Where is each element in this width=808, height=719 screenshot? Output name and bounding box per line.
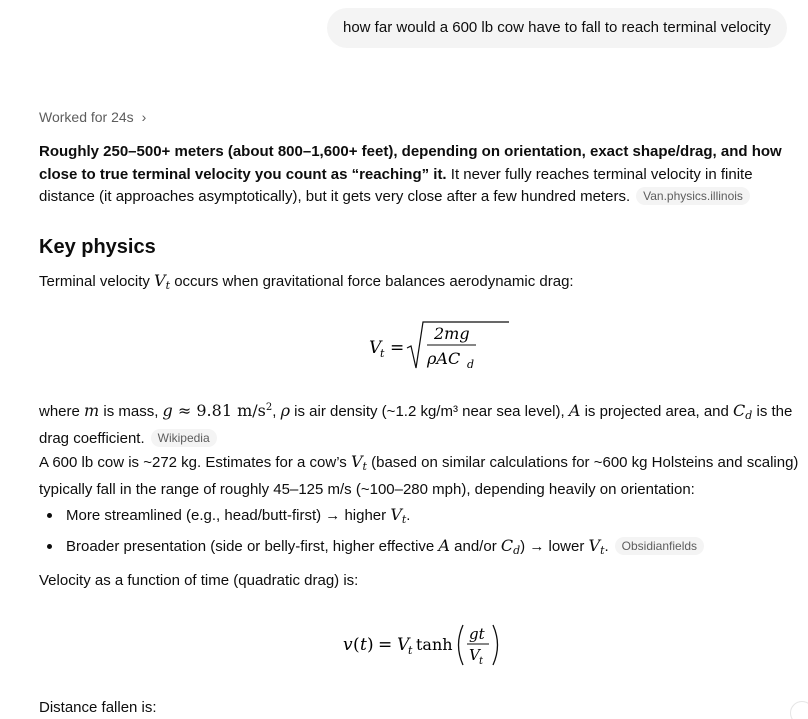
math-m: m [84, 401, 100, 420]
math-rho: ρ [280, 401, 290, 420]
distance-paragraph: Distance fallen is: [39, 699, 157, 716]
terminal-velocity-intro [39, 270, 801, 298]
where-t6: is the drag coefficient. [39, 403, 793, 447]
where-t5: is projected area, and [580, 403, 734, 420]
math-a-2: A [438, 536, 450, 555]
bullet-1-text: More streamlined (e.g., head/butt-first) → higher [66, 507, 391, 524]
where-t1: where [39, 403, 85, 420]
svg-text:gt: gt [469, 625, 485, 643]
svg-text:t: t [408, 644, 413, 657]
math-g: g [162, 401, 173, 420]
velocity-paragraph: Velocity as a function of time (quadratic drag) is: [39, 572, 359, 589]
math-cd-2: $C_d$ [500, 536, 521, 557]
svg-text:t: t [380, 347, 385, 360]
user-message-text: how far would a 600 lb cow have to fall to reach terminal velocity [343, 19, 771, 36]
section-heading: Key physics [39, 236, 156, 258]
svg-text:=: = [390, 338, 405, 358]
svg-text:t: t [360, 635, 367, 655]
svg-text:2mg: 2mg [434, 324, 470, 343]
bullet-2-text-b: and/or [449, 538, 501, 555]
svg-text:tanh: tanh [416, 635, 453, 654]
where-t3: , [272, 403, 281, 420]
intro-paragraph [39, 141, 801, 209]
svg-text:d: d [467, 358, 475, 371]
citation-van-physics[interactable]: Van.physics.illinois [636, 187, 750, 205]
cow-post: (based on similar calculations for ~600 kg Holsteins and scaling) typically fall in the range of roughly 45–125 m/s (~100–280 mph), depending heavily on orientation: [39, 454, 799, 498]
svg-text:): ) [367, 635, 374, 655]
math-approx: ≈ 9.81 m/s [172, 401, 266, 420]
worked-for-label: Worked for 24s [39, 109, 134, 125]
velocity-equation [339, 620, 509, 670]
svg-text:V: V [397, 635, 410, 655]
scroll-to-bottom-button[interactable] [790, 701, 808, 719]
svg-text:t: t [479, 656, 484, 667]
svg-text:v: v [343, 635, 353, 655]
orientation-list [39, 504, 801, 566]
where-t2: is mass, [99, 403, 163, 420]
where-paragraph [39, 397, 801, 450]
math-vt-4: $V_t$ [588, 536, 605, 557]
bullet-2-text-a: Broader presentation (side or belly-first, higher effective [66, 538, 439, 555]
list-item: Broader presentation (side or belly-first, higher effective A and/or $C_d$) → lower $V_t$. Obsidianfields [39, 535, 801, 566]
user-message-bubble [327, 8, 787, 48]
bullet-2-text-c: ) → lower [520, 538, 589, 555]
cow-pre: A 600 lb cow is ~272 kg. Estimates for a cow’s [39, 454, 351, 471]
svg-text:=: = [378, 635, 393, 655]
terminal-velocity-equation [359, 318, 509, 374]
terminal-intro-pre: Terminal velocity [39, 273, 155, 290]
svg-text:V: V [369, 338, 382, 358]
intro-bold: Roughly 250–500+ meters (about 800–1,600+ feet), depending on orientation, exact shape/drag, and how close to true terminal velocity you count as “reaching” it. [39, 143, 782, 183]
math-vt: $V_t$ [154, 271, 171, 292]
chevron-right-icon: › [141, 109, 147, 125]
terminal-intro-post: occurs when gravitational force balances aerodynamic drag: [170, 273, 574, 290]
cow-paragraph [39, 451, 801, 501]
svg-text:(: ( [353, 635, 360, 655]
intro-rest: It never fully reaches terminal velocity in finite distance (it approaches asymptotically), but it gets very close after a few hundred meters. [39, 165, 753, 205]
math-cd: $C_d$ [733, 401, 753, 422]
math-vt-3: $V_t$ [390, 505, 407, 526]
math-a: A [568, 401, 581, 420]
math-sup-2: 2 [265, 402, 273, 413]
math-vt-2: $V_t$ [350, 452, 367, 473]
worked-for-toggle[interactable] [39, 107, 146, 127]
citation-wikipedia[interactable]: Wikipedia [151, 429, 217, 447]
list-item: More streamlined (e.g., head/butt-first) → higher $V_t$. [39, 504, 801, 535]
svg-text:V: V [469, 646, 480, 664]
citation-obsidianfields[interactable]: Obsidianfields [615, 537, 704, 555]
where-t4: is air density (~1.2 kg/m³ near sea level), [289, 403, 569, 420]
svg-text:ρAC: ρAC [427, 349, 461, 368]
